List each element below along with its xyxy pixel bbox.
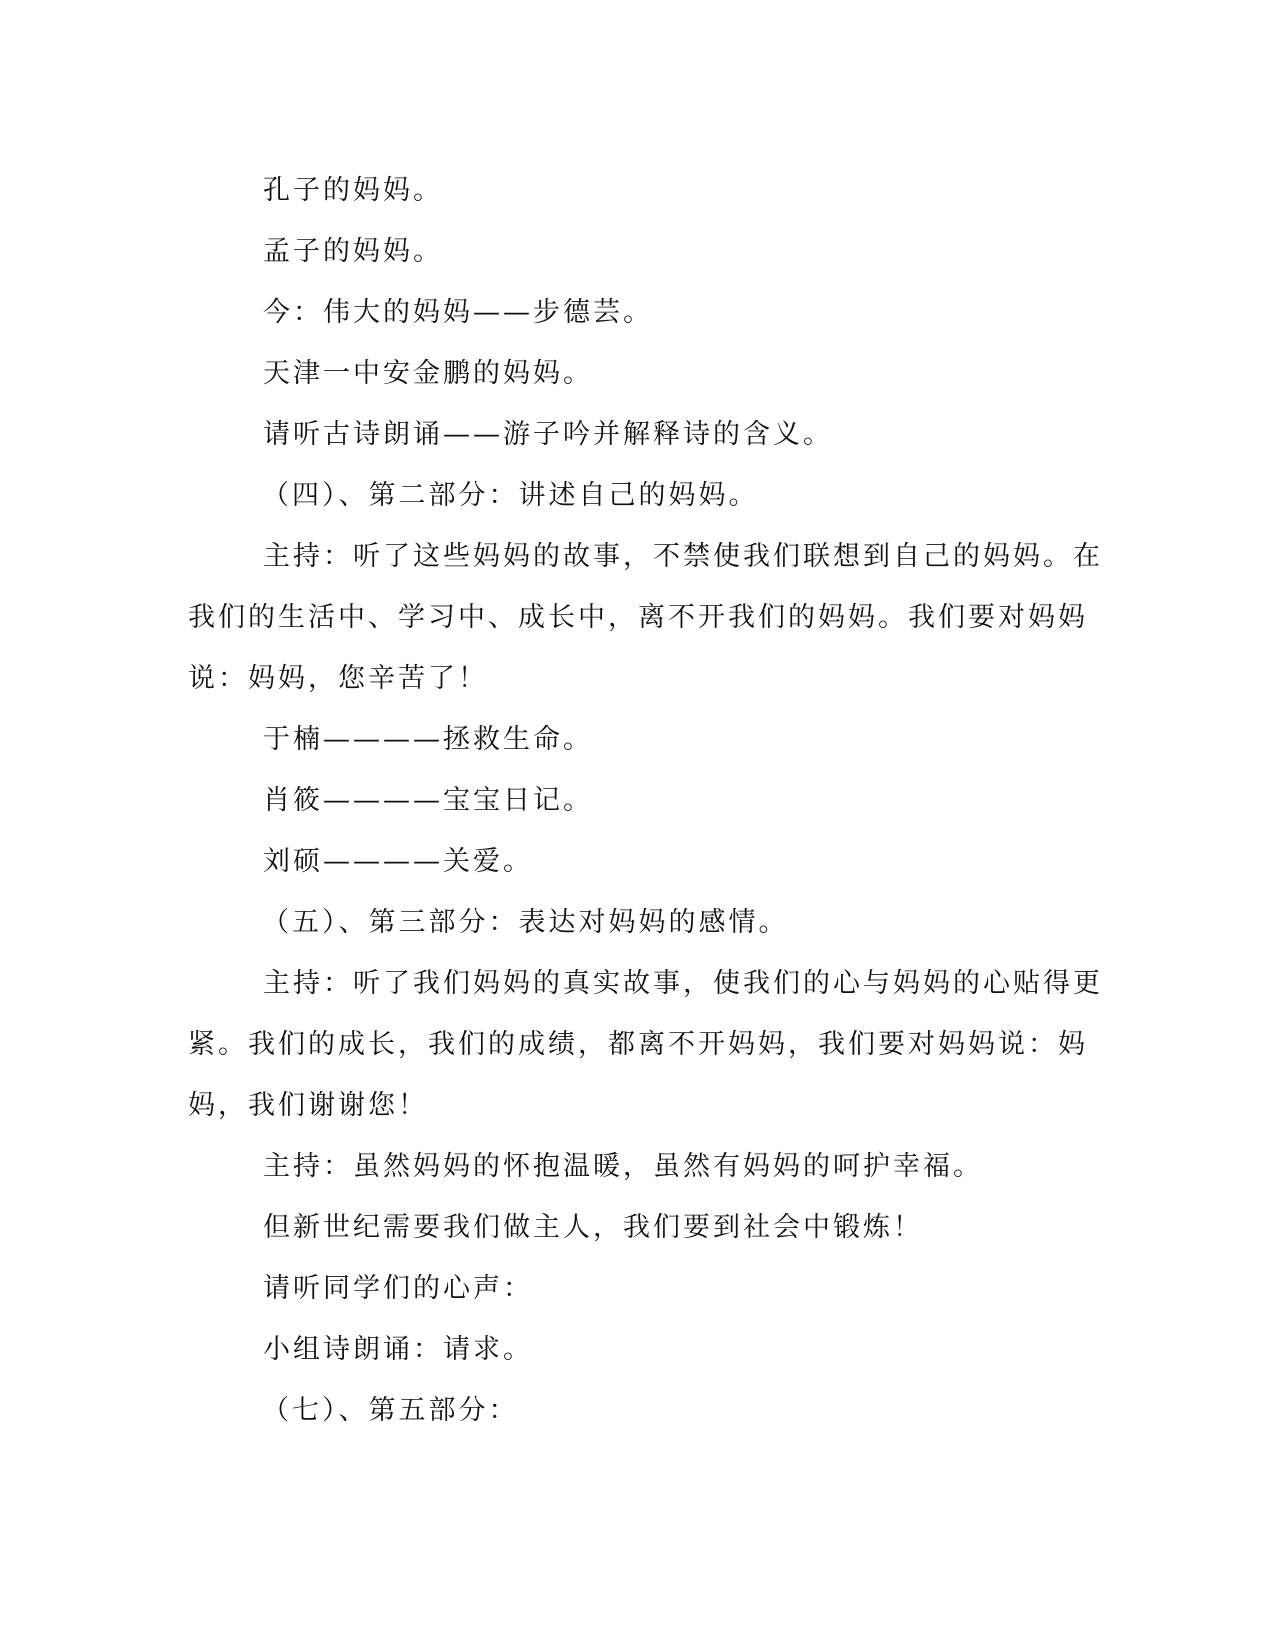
text-line: 小组诗朗诵：请求。 (263, 1334, 533, 1365)
text-line: 刘硕————关爱。 (263, 846, 533, 877)
text-line: 肖筱————宝宝日记。 (263, 785, 593, 816)
section-heading: （五）、第三部分：表达对妈妈的感情。 (262, 907, 789, 938)
paragraph-line: 紧。我们的成长，我们的成绩，都离不开妈妈，我们要对妈妈说：妈 (188, 1029, 1088, 1060)
paragraph-line: 主持：听了这些妈妈的故事，不禁使我们联想到自己的妈妈。在 (263, 541, 1103, 572)
section-heading: （七）、第五部分： (262, 1395, 519, 1426)
text-line: 天津一中安金鹏的妈妈。 (263, 358, 593, 389)
text-line: 主持：虽然妈妈的怀抱温暖，虽然有妈妈的呵护幸福。 (263, 1151, 983, 1182)
text-line: 今：伟大的妈妈——步德芸。 (263, 297, 653, 328)
text-line: 于楠————拯救生命。 (263, 724, 593, 755)
text-line: 请听同学们的心声： (263, 1273, 533, 1304)
paragraph-line: 说：妈妈，您辛苦了！ (188, 663, 488, 694)
text-line: 孟子的妈妈。 (263, 236, 443, 267)
paragraph-line: 妈，我们谢谢您！ (188, 1090, 428, 1121)
text-line: 但新世纪需要我们做主人，我们要到社会中锻炼！ (263, 1212, 923, 1243)
text-line: 孔子的妈妈。 (263, 175, 443, 206)
paragraph-line: 主持：听了我们妈妈的真实故事，使我们的心与妈妈的心贴得更 (263, 968, 1103, 999)
text-line: 请听古诗朗诵——游子吟并解释诗的含义。 (263, 419, 833, 450)
paragraph-line: 我们的生活中、学习中、成长中，离不开我们的妈妈。我们要对妈妈 (188, 602, 1088, 633)
document-body (188, 160, 1103, 1441)
section-heading: （四）、第二部分：讲述自己的妈妈。 (262, 480, 759, 511)
